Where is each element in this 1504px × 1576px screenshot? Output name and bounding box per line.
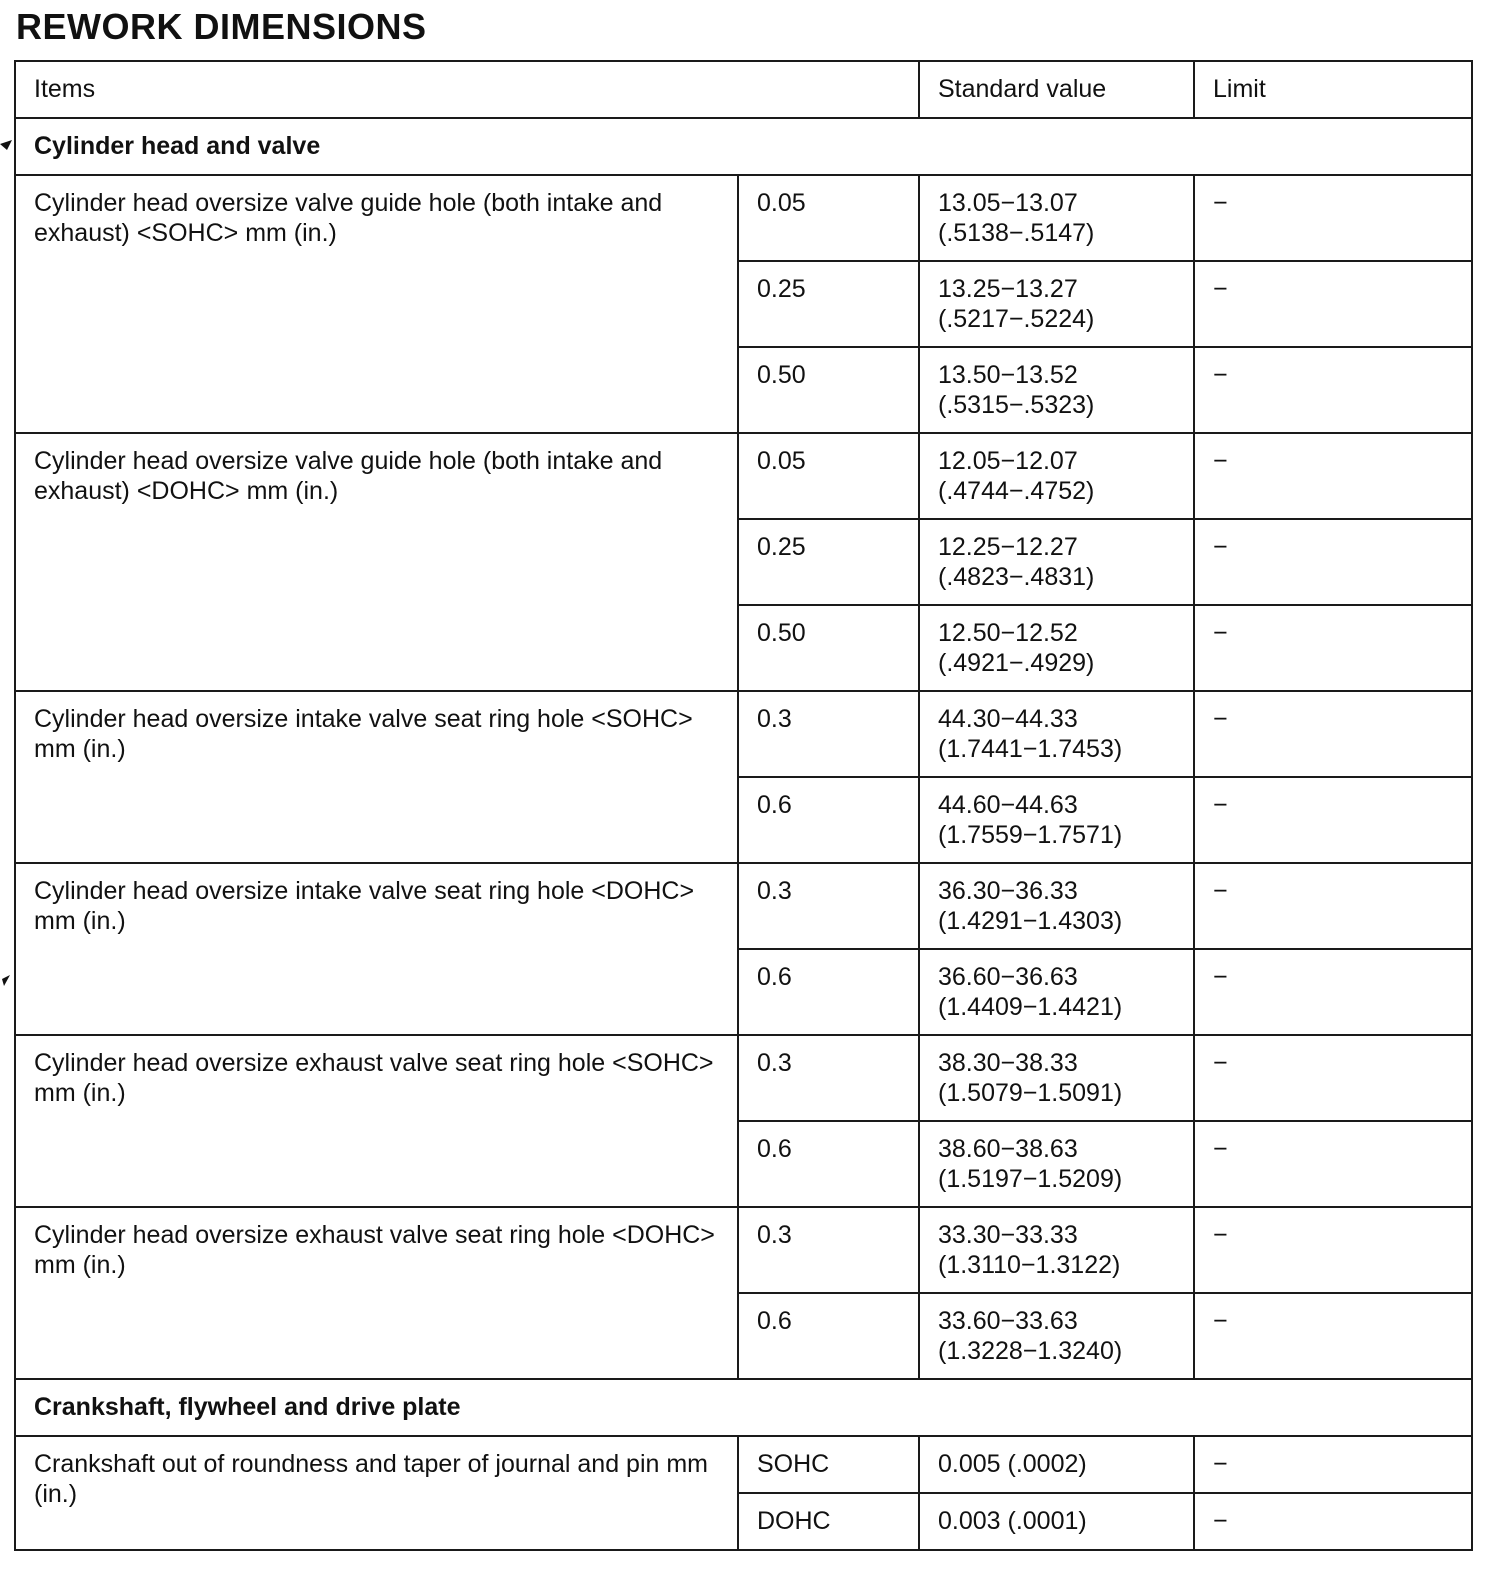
table-row	[15, 1207, 1472, 1293]
standard-value-cell	[919, 949, 1194, 1035]
standard-value-cell	[919, 1493, 1194, 1550]
oversize-value: 0.50	[738, 605, 919, 691]
standard-value-mm: 12.05−12.07	[938, 447, 1078, 475]
limit-value: −	[1194, 261, 1472, 347]
section-title: Cylinder head and valve	[15, 118, 1472, 175]
oversize-value: 0.6	[738, 777, 919, 863]
oversize-value: 0.3	[738, 691, 919, 777]
header-limit: Limit	[1194, 61, 1472, 118]
rework-dimensions-table	[14, 60, 1473, 1551]
standard-value-cell	[919, 1436, 1194, 1493]
oversize-value: 0.25	[738, 261, 919, 347]
limit-value: −	[1194, 347, 1472, 433]
standard-value-cell	[919, 1293, 1194, 1379]
standard-value-mm: 13.05−13.07	[938, 189, 1078, 217]
limit-value: −	[1194, 519, 1472, 605]
limit-value: −	[1194, 777, 1472, 863]
standard-value-mm: 12.50−12.52	[938, 619, 1078, 647]
table-row	[15, 175, 1472, 261]
standard-value-in: (.4744−.4752)	[938, 477, 1095, 505]
item-description: Cylinder head oversize intake valve seat ring hole <DOHC> mm (in.)	[15, 863, 738, 1035]
limit-value: −	[1194, 1293, 1472, 1379]
table-row	[15, 691, 1472, 777]
limit-value: −	[1194, 1121, 1472, 1207]
standard-value-cell	[919, 175, 1194, 261]
item-description: Cylinder head oversize intake valve seat ring hole <SOHC> mm (in.)	[15, 691, 738, 863]
standard-value-mm: 0.003 (.0001)	[938, 1507, 1087, 1535]
limit-value: −	[1194, 433, 1472, 519]
page-title: REWORK DIMENSIONS	[16, 6, 427, 47]
section-row	[15, 118, 1472, 175]
oversize-value: 0.6	[738, 1121, 919, 1207]
margin-mark-icon	[0, 140, 12, 152]
oversize-value: 0.05	[738, 175, 919, 261]
item-description: Cylinder head oversize valve guide hole (both intake and exhaust) <DOHC> mm (in.)	[15, 433, 738, 691]
standard-value-in: (1.7559−1.7571)	[938, 821, 1123, 849]
limit-value: −	[1194, 605, 1472, 691]
limit-value: −	[1194, 1436, 1472, 1493]
standard-value-mm: 33.30−33.33	[938, 1221, 1078, 1249]
limit-value: −	[1194, 863, 1472, 949]
standard-value-cell	[919, 261, 1194, 347]
standard-value-in: (1.5197−1.5209)	[938, 1165, 1123, 1193]
oversize-value: 0.3	[738, 863, 919, 949]
oversize-value: 0.05	[738, 433, 919, 519]
standard-value-in: (1.4291−1.4303)	[938, 907, 1123, 935]
item-description: Cylinder head oversize exhaust valve seat ring hole <SOHC> mm (in.)	[15, 1035, 738, 1207]
standard-value-mm: 44.30−44.33	[938, 705, 1078, 733]
item-description: Cylinder head oversize valve guide hole (both intake and exhaust) <SOHC> mm (in.)	[15, 175, 738, 433]
standard-value-cell	[919, 1121, 1194, 1207]
standard-value-mm: 38.30−38.33	[938, 1049, 1078, 1077]
limit-value: −	[1194, 175, 1472, 261]
table-row	[15, 1436, 1472, 1493]
standard-value-cell	[919, 1207, 1194, 1293]
standard-value-mm: 38.60−38.63	[938, 1135, 1078, 1163]
limit-value: −	[1194, 949, 1472, 1035]
standard-value-cell	[919, 519, 1194, 605]
standard-value-in: (1.7441−1.7453)	[938, 735, 1123, 763]
standard-value-mm: 33.60−33.63	[938, 1307, 1078, 1335]
standard-value-mm: 0.005 (.0002)	[938, 1450, 1087, 1478]
table-row	[15, 433, 1472, 519]
oversize-value: DOHC	[738, 1493, 919, 1550]
header-items: Items	[15, 61, 919, 118]
limit-value: −	[1194, 1493, 1472, 1550]
limit-value: −	[1194, 1207, 1472, 1293]
table-row	[15, 1035, 1472, 1121]
item-description: Crankshaft out of roundness and taper of journal and pin mm (in.)	[15, 1436, 738, 1550]
standard-value-cell	[919, 863, 1194, 949]
limit-value: −	[1194, 1035, 1472, 1121]
item-description: Cylinder head oversize exhaust valve seat ring hole <DOHC> mm (in.)	[15, 1207, 738, 1379]
oversize-value: 0.3	[738, 1207, 919, 1293]
limit-value: −	[1194, 691, 1472, 777]
section-title: Crankshaft, flywheel and drive plate	[15, 1379, 1472, 1436]
standard-value-in: (.5315−.5323)	[938, 391, 1095, 419]
standard-value-in: (.4921−.4929)	[938, 649, 1095, 677]
oversize-value: 0.6	[738, 1293, 919, 1379]
standard-value-mm: 36.30−36.33	[938, 877, 1078, 905]
oversize-value: 0.50	[738, 347, 919, 433]
standard-value-in: (.5217−.5224)	[938, 305, 1095, 333]
standard-value-cell	[919, 347, 1194, 433]
standard-value-in: (1.4409−1.4421)	[938, 993, 1123, 1021]
standard-value-cell	[919, 1035, 1194, 1121]
section-row	[15, 1379, 1472, 1436]
standard-value-mm: 13.50−13.52	[938, 361, 1078, 389]
margin-mark-icon	[0, 975, 12, 987]
standard-value-in: (1.3110−1.3122)	[938, 1251, 1121, 1279]
oversize-value: SOHC	[738, 1436, 919, 1493]
standard-value-cell	[919, 433, 1194, 519]
oversize-value: 0.6	[738, 949, 919, 1035]
standard-value-in: (.5138−.5147)	[938, 219, 1095, 247]
standard-value-cell	[919, 777, 1194, 863]
oversize-value: 0.25	[738, 519, 919, 605]
standard-value-mm: 13.25−13.27	[938, 275, 1078, 303]
standard-value-mm: 44.60−44.63	[938, 791, 1078, 819]
standard-value-mm: 36.60−36.63	[938, 963, 1078, 991]
standard-value-in: (1.3228−1.3240)	[938, 1337, 1123, 1365]
standard-value-cell	[919, 691, 1194, 777]
table-row	[15, 863, 1472, 949]
standard-value-in: (1.5079−1.5091)	[938, 1079, 1123, 1107]
standard-value-mm: 12.25−12.27	[938, 533, 1078, 561]
header-standard-value: Standard value	[919, 61, 1194, 118]
standard-value-cell	[919, 605, 1194, 691]
standard-value-in: (.4823−.4831)	[938, 563, 1095, 591]
oversize-value: 0.3	[738, 1035, 919, 1121]
header-row	[15, 61, 1472, 118]
